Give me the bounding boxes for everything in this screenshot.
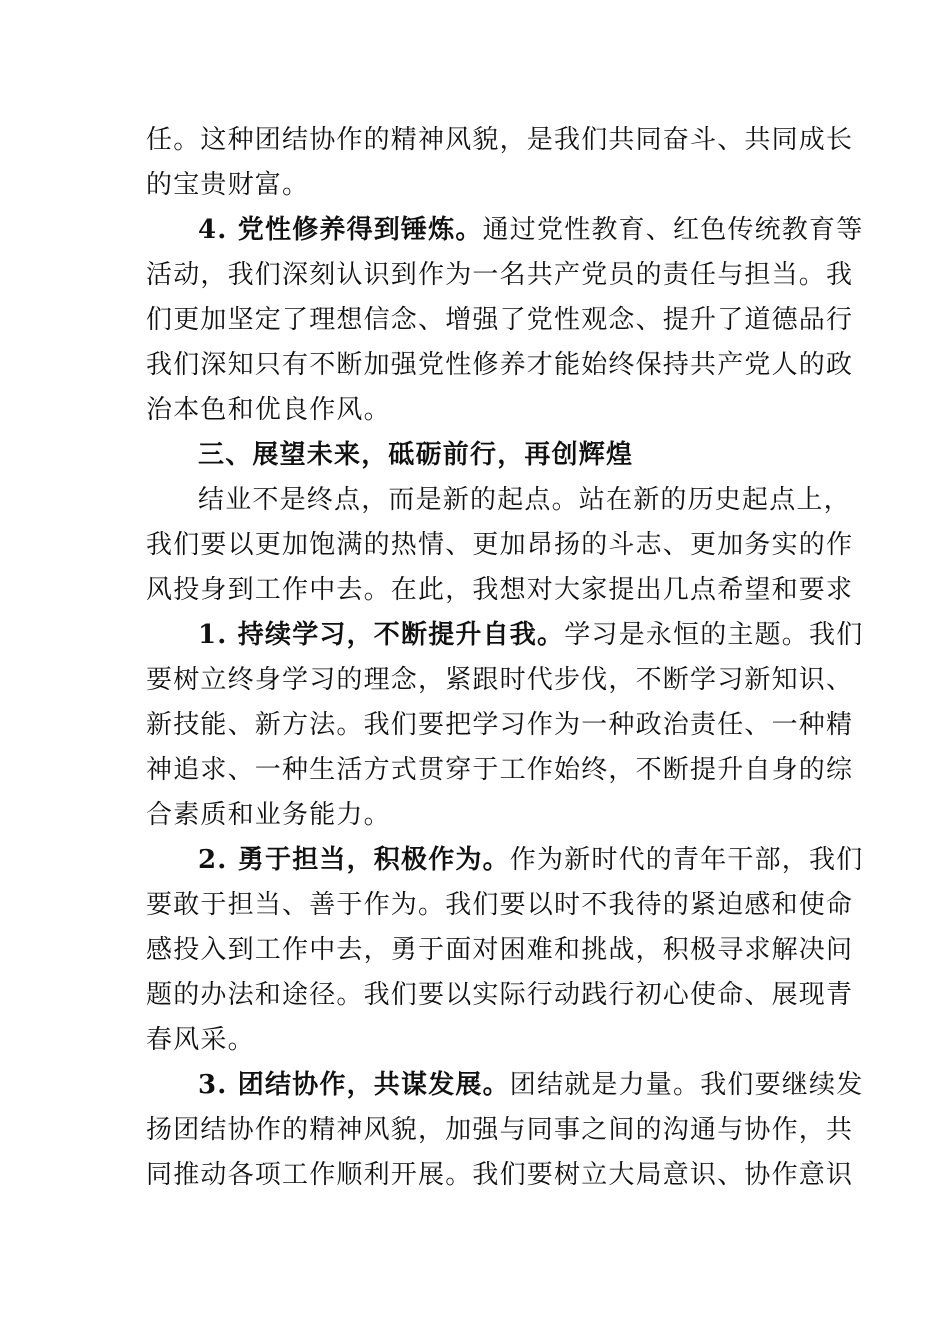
text-line: 结业不是终点，而是新的起点。站在新的历史起点上， (198, 485, 851, 515)
text-line: 神追求、一种生活方式贯穿于工作始终，不断提升自身的综 (146, 755, 854, 785)
text-line: 扬团结协作的精神风貌，加强与同事之间的沟通与协作，共 (146, 1115, 854, 1145)
paragraph-text: 团结就是力量。我们要继续发 (509, 1070, 864, 1100)
paragraph-lead: 3. 团结协作，共谋发展。 (198, 1070, 510, 1100)
paragraph-text: 学习是永恒的主题。我们 (564, 620, 864, 650)
paragraph-lead: 2. 勇于担当，积极作为。 (198, 845, 510, 875)
section-heading: 三、展望未来，砥砺前行，再创辉煌 (198, 440, 634, 470)
text-line: 感投入到工作中去，勇于面对困难和挑战，积极寻求解决问 (146, 935, 854, 965)
paragraph-continuous-learning (146, 613, 864, 658)
text-line: 我们要以更加饱满的热情、更加昂扬的斗志、更加务实的作 (146, 530, 854, 560)
text-line: 合素质和业务能力。 (146, 800, 391, 830)
text-line: 任。这种团结协作的精神风貌，是我们共同奋斗、共同成长 (146, 125, 854, 155)
text-line: 们更加坚定了理想信念、增强了党性观念、提升了道德品行 (146, 305, 854, 335)
text-line: 新技能、新方法。我们要把学习作为一种政治责任、一种精 (146, 710, 854, 740)
text-line: 活动，我们深刻认识到作为一名共产党员的责任与担当。我 (146, 260, 854, 290)
paragraph-text: 作为新时代的青年干部，我们 (509, 845, 864, 875)
paragraph-lead: 4. 党性修养得到锤炼。 (198, 215, 483, 245)
text-line: 春风采。 (146, 1025, 255, 1055)
text-line: 题的办法和途径。我们要以实际行动践行初心使命、展现青 (146, 980, 854, 1010)
document-body (146, 118, 864, 1198)
paragraph-lead: 1. 持续学习，不断提升自我。 (198, 620, 565, 650)
text-line: 要树立终身学习的理念，紧跟时代步伐，不断学习新知识、 (146, 665, 854, 695)
text-line: 风投身到工作中去。在此，我想对大家提出几点希望和要求 (146, 575, 854, 605)
paragraph-teamwork (146, 1063, 864, 1108)
text-line: 同推动各项工作顺利开展。我们要树立大局意识、协作意识 (146, 1160, 854, 1190)
text-line: 我们深知只有不断加强党性修养才能始终保持共产党人的政 (146, 350, 854, 380)
paragraph-party-spirit (146, 208, 864, 253)
paragraph-take-responsibility (146, 838, 864, 883)
text-line: 的宝贵财富。 (146, 170, 310, 200)
text-line: 治本色和优良作风。 (146, 395, 391, 425)
text-line: 要敢于担当、善于作为。我们要以时不我待的紧迫感和使命 (146, 890, 854, 920)
paragraph-text: 通过党性教育、红色传统教育等 (482, 215, 864, 245)
